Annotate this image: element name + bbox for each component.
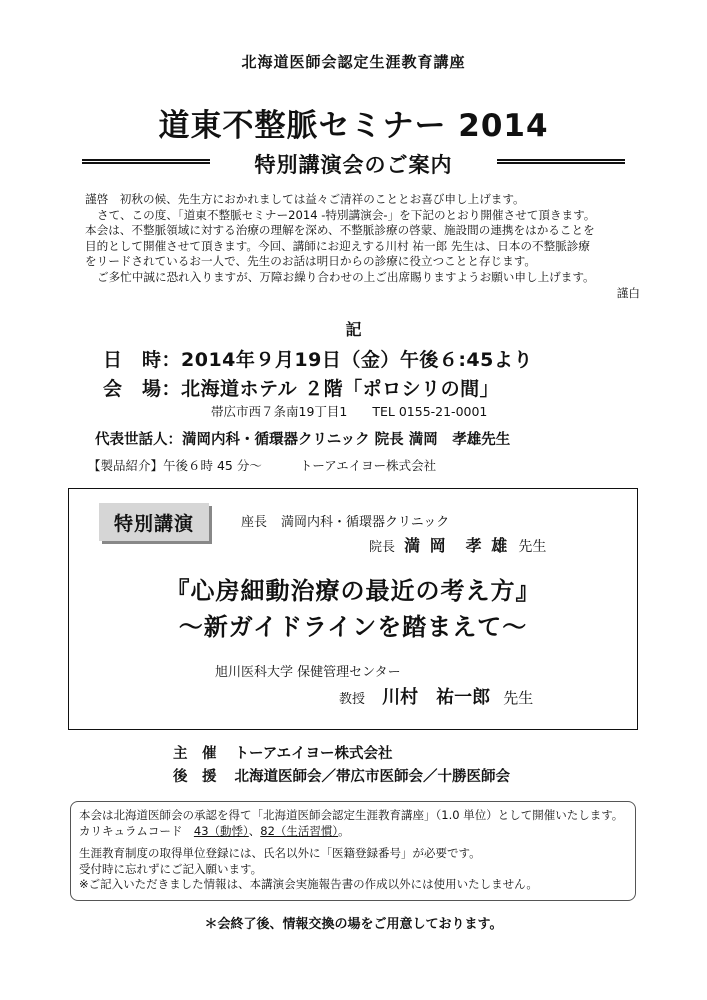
host-value: 満岡内科・循環器クリニック 院長 満岡 孝雄先生 — [182, 432, 511, 448]
chair-affiliation: 満岡内科・循環器クリニック — [281, 515, 450, 530]
intro-line: ご多忙中誠に恐れ入りますが、万障お繰り合わせの上ご出席賜りますようお願い申し上げます。 — [97, 269, 595, 284]
venue-label: 会 場： — [103, 378, 182, 400]
curriculum-label: カリキュラムコード — [79, 823, 183, 838]
product-label: 【製品紹介】午後６時 45 分～ — [88, 458, 262, 473]
intro-line: 謹啓 初秋の候、先生方におかれましては益々ご清祥のこととお喜び申し上げます。 — [85, 192, 525, 206]
product-row — [88, 456, 436, 474]
curriculum-code: 43（動悸） — [193, 823, 249, 838]
curriculum-end: 。 — [338, 823, 350, 838]
notes-line: 生涯教育制度の取得単位登録には、氏名以外に「医籍登録番号」が必要です。 — [79, 846, 481, 860]
lecture-subtopic: ～新ガイドラインを踏まえて～ — [178, 613, 528, 641]
intro-line: さて、この度、「道東不整脈セミナー2014 -特別講演会-」を下記のとおり開催させて頂きます。 — [97, 207, 596, 222]
venue-value: 北海道ホテル ２階「ポロシリの間」 — [181, 378, 500, 400]
ki-heading: 記 — [345, 320, 362, 339]
notes-box — [70, 801, 636, 901]
chair-affiliation-row — [241, 511, 449, 530]
speaker-position: 教授 — [339, 692, 366, 707]
intro-line: 目的として開催させて頂きます。今回、講師にお迎えする川村 祐一郎 先生は、日本の不整脈診療 — [85, 238, 590, 253]
datetime-row — [103, 345, 533, 372]
speaker-name: 川村 祐一郎 — [382, 687, 491, 708]
support-row — [173, 765, 510, 786]
support-value: 北海道医師会／帯広市医師会／十勝医師会 — [234, 769, 510, 785]
intro-line: 本会は、不整脈領域に対する治療の理解を深め、不整脈診療の啓蒙、施設間の連携をはかることを — [85, 223, 595, 238]
organizer-line: 北海道医師会認定生涯教育講座 — [241, 53, 466, 71]
support-label: 後 援 — [173, 769, 217, 785]
intro-closing: 謹白 — [616, 285, 640, 300]
speaker-honorific: 先生 — [503, 689, 534, 707]
host-row — [95, 428, 510, 449]
venue-address: 帯広市西７条南19丁目1 TEL 0155-21-0001 — [211, 404, 488, 419]
notes-line: ※ご記入いただきました情報は、本講演会実施報告書の作成以外には使用いたしません。 — [79, 877, 538, 891]
curriculum-separator: 、 — [248, 823, 261, 838]
host-label: 代表世話人： — [95, 432, 182, 448]
chair-name-row — [369, 533, 546, 556]
datetime-label: 日 時： — [103, 349, 182, 371]
intro-line: をリードされているお一人で、先生のお話は明日からの診療に役立つことと存じます。 — [85, 254, 536, 269]
chair-honorific: 先生 — [518, 539, 547, 555]
intro-letter — [85, 192, 640, 301]
chair-position: 院長 — [369, 540, 396, 555]
curriculum-row — [79, 824, 627, 840]
speaker-name-row — [339, 683, 533, 709]
footer-note: ＊会終了後、情報交換の場をご用意しております。 — [204, 917, 503, 932]
curriculum-code: 82（生活習慣） — [260, 823, 339, 838]
host-sponsor-label: 主 催 — [173, 746, 217, 762]
special-lecture-badge: 特別講演 — [99, 503, 209, 541]
page-title: 道東不整脈セミナー 2014 — [158, 108, 549, 144]
host-sponsor-row — [173, 742, 393, 763]
page-subtitle: 特別講演会のご案内 — [254, 153, 453, 177]
lecture-topic: 『心房細動治療の最近の考え方』 — [165, 577, 541, 605]
host-sponsor-value: トーアエイヨー株式会社 — [234, 746, 393, 762]
notes-line: 本会は北海道医師会の承認を得て「北海道医師会認定生涯教育講座」（1.0 単位）として開催いたします。 — [79, 808, 624, 822]
speaker-affiliation: 旭川医科大学 保健管理センター — [215, 665, 401, 680]
chair-role: 座長 — [241, 515, 268, 530]
datetime-value: 2014年９月19日（金）午後６:45より — [181, 349, 533, 371]
notes-line: 受付時に忘れずにご記入願います。 — [79, 861, 263, 876]
product-company: トーアエイヨー株式会社 — [299, 458, 437, 473]
chair-name: 満 岡 孝 雄 — [404, 536, 510, 555]
title-rule-right — [497, 159, 625, 164]
special-lecture-box — [68, 488, 638, 730]
venue-row — [103, 374, 499, 401]
